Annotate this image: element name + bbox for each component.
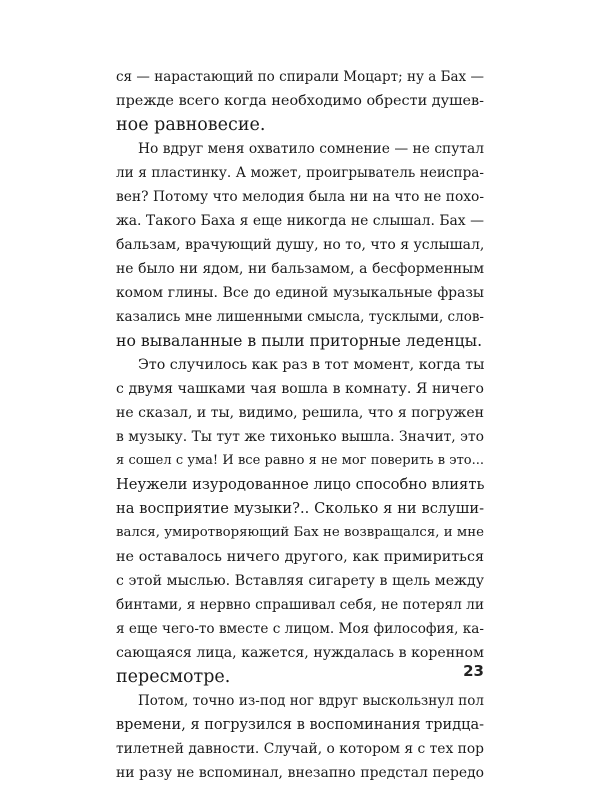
page-number: 23 bbox=[463, 662, 484, 680]
text-line: не было ни ядом, ни бальзамом, а бесформенным bbox=[116, 261, 484, 277]
text-line: тилетней давности. Случай, о котором я с тех пор bbox=[116, 741, 484, 757]
text-line: бальзам, врачующий душу, но то, что я услышал, bbox=[116, 237, 485, 253]
text-line: ся — нарастающий по спирали Моцарт; ну а Бах — bbox=[116, 69, 484, 85]
page-text-block bbox=[116, 65, 484, 785]
text-line: в музыку. Ты тут же тихонько вышла. Значит, это bbox=[116, 429, 484, 445]
text-line: ли я пластинку. А может, проигрыватель неиспра- bbox=[116, 165, 484, 181]
text-line: вался, умиротворяющий Бах не возвращался, и мне bbox=[116, 525, 484, 540]
text-line: жа. Такого Баха я еще никогда не слышал. Бах — bbox=[116, 213, 484, 229]
text-line: с этой мыслью. Вставляя сигарету в щель между bbox=[116, 573, 484, 589]
text-line: прежде всего когда необходимо обрести душев- bbox=[116, 93, 484, 109]
text-line: ное равновесие. bbox=[116, 115, 266, 135]
text-line: с двумя чашками чая вошла в комнату. Я ничего bbox=[116, 381, 484, 397]
text-line: не оставалось ничего другого, как примириться bbox=[116, 549, 484, 565]
text-line: сающаяся лица, кажется, нуждалась в коренном bbox=[116, 645, 484, 661]
text-line: Это случилось как раз в тот момент, когда ты bbox=[138, 357, 485, 373]
text-line: комом глины. Все до единой музыкальные фразы bbox=[116, 285, 484, 301]
text-line: Потом, точно из-под ног вдруг выскользнул пол bbox=[138, 693, 484, 709]
text-line: Неужели изуродованное лицо способно влиять bbox=[116, 476, 485, 493]
text-line: Но вдруг меня охватило сомнение — не спутал bbox=[138, 141, 484, 157]
text-line: но вываланные в пыли приторные леденцы. bbox=[116, 331, 483, 350]
text-line: казались мне лишенными смысла, тусклыми, слов- bbox=[116, 309, 484, 325]
text-line: бинтами, я нервно спрашивал себя, не потерял ли bbox=[116, 597, 484, 613]
text-line: я еще чего-то вместе с лицом. Моя философия, ка- bbox=[116, 621, 484, 637]
text-line: времени, я погрузился в воспоминания тридца- bbox=[116, 717, 484, 733]
text-line: я сошел с ума! И все равно я не мог поверить в это... bbox=[116, 453, 484, 468]
text-line: пересмотре. bbox=[116, 667, 231, 687]
text-line: ни разу не вспоминал, внезапно предстал передо bbox=[116, 765, 484, 781]
text-line: вен? Потому что мелодия была ни на что не похо- bbox=[116, 189, 484, 205]
text-line: на восприятие музыки?.. Сколько я ни вслуши- bbox=[116, 500, 484, 517]
text-line: не сказал, и ты, видимо, решила, что я погружен bbox=[116, 405, 484, 421]
